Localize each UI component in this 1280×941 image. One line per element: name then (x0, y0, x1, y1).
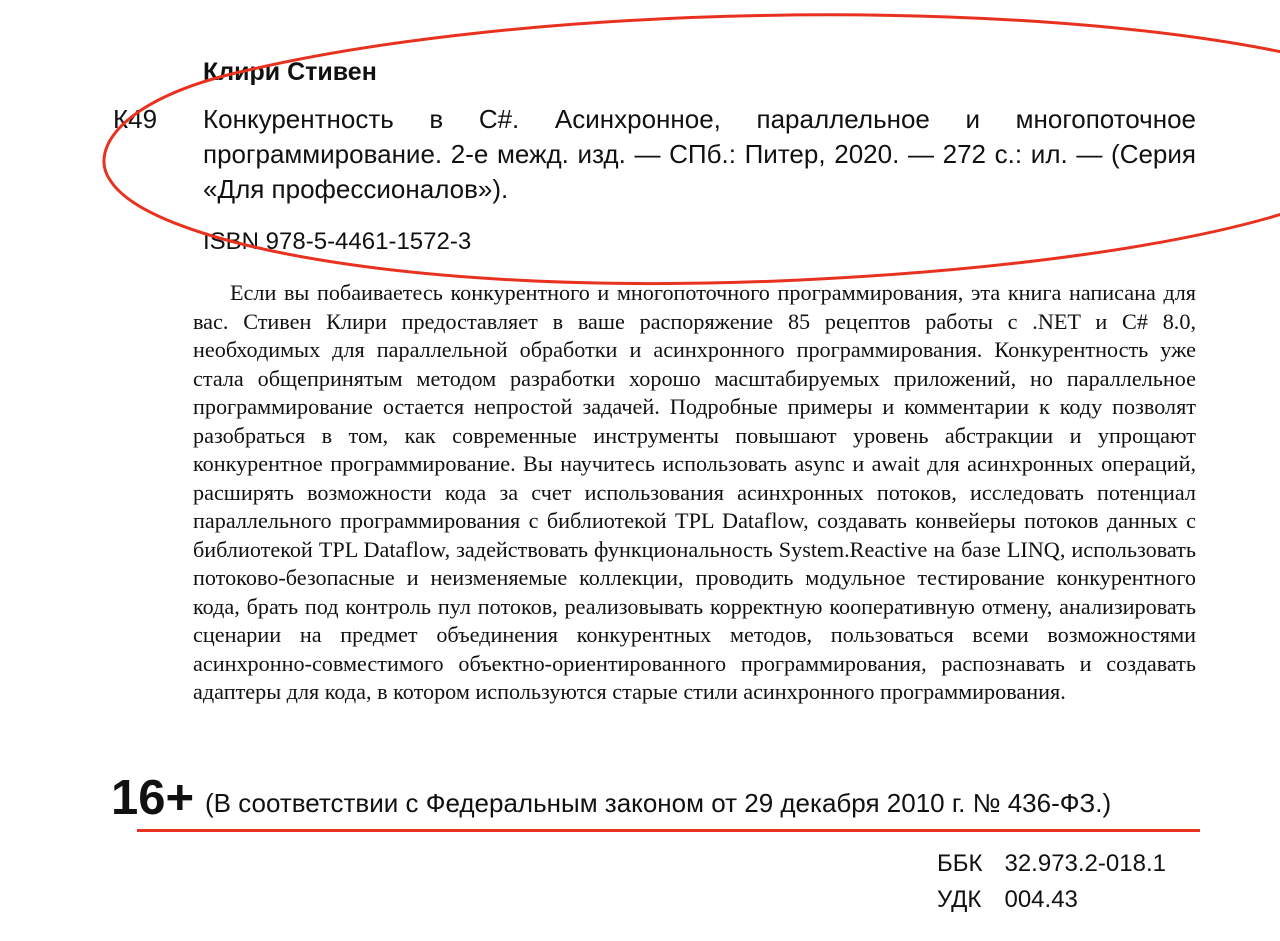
red-divider (137, 829, 1200, 832)
bibliographic-description: Конкурентность в C#. Асинхронное, параллельное и многопоточное программирование. 2-е межд. изд. — СПб.: Питер, 2020. — 272 с.: ил. — (Серия «Для профессионалов»). (203, 104, 1196, 204)
author-name: Клири Стивен (203, 58, 377, 86)
udc-value: 004.43 (1004, 886, 1078, 913)
law-note: (В соответствии с Федеральным законом от 29 декабря 2010 г. № 436-ФЗ.) (205, 788, 1112, 818)
classification-table (937, 850, 1166, 922)
catalog-code: К49 (113, 104, 158, 134)
bbk-label: ББК (937, 850, 983, 877)
bbk-value: 32.973.2-018.1 (1004, 850, 1166, 877)
age-rating-badge: 16+ (111, 771, 195, 825)
book-abstract: Если вы побаиваетесь конкурентного и многопоточного программирования, эта книга написана для вас. Стивен Клири предоставляет в ваше распоряжение 85 рецептов работы с .NET и C# 8.0, необходимых для параллельной обработки и асинхронного программирования. Конкурентность уже стала общепринятым методом разработки хорошо масштабируемых приложений, но параллельное программирование остается непростой задачей. Подробные примеры и комментарии к коду позволят разобраться в том, как современные инструменты повышают уровень абстракции и упрощают конкурентное программирование. Вы научитесь использовать async и await для асинхронных операций, расширять возможности кода за счет использования асинхронных потоков, исследовать потенциал параллельного программирования с библиотекой TPL Dataflow, создавать конвейеры потоков данных с библиотекой TPL Dataflow, задействовать функциональность System.Reactive на базе LINQ, использовать потоково-безопасные и неизменяемые коллекции, проводить модульное тестирование конкурентного кода, брать под контроль пул потоков, реализовывать корректную кооперативную отмену, анализировать сценарии на предмет объединения конкурентных методов, пользоваться всеми возможностями асинхронно-совместимого объектно-ориентированного программирования, распознавать и создавать адаптеры для кода, в котором используются старые стили асинхронного программирования. (193, 280, 1196, 704)
udc-row (937, 886, 1166, 922)
udc-label: УДК (937, 886, 982, 913)
isbn: ISBN 978-5-4461-1572-3 (203, 228, 472, 255)
bbk-row (937, 850, 1166, 886)
